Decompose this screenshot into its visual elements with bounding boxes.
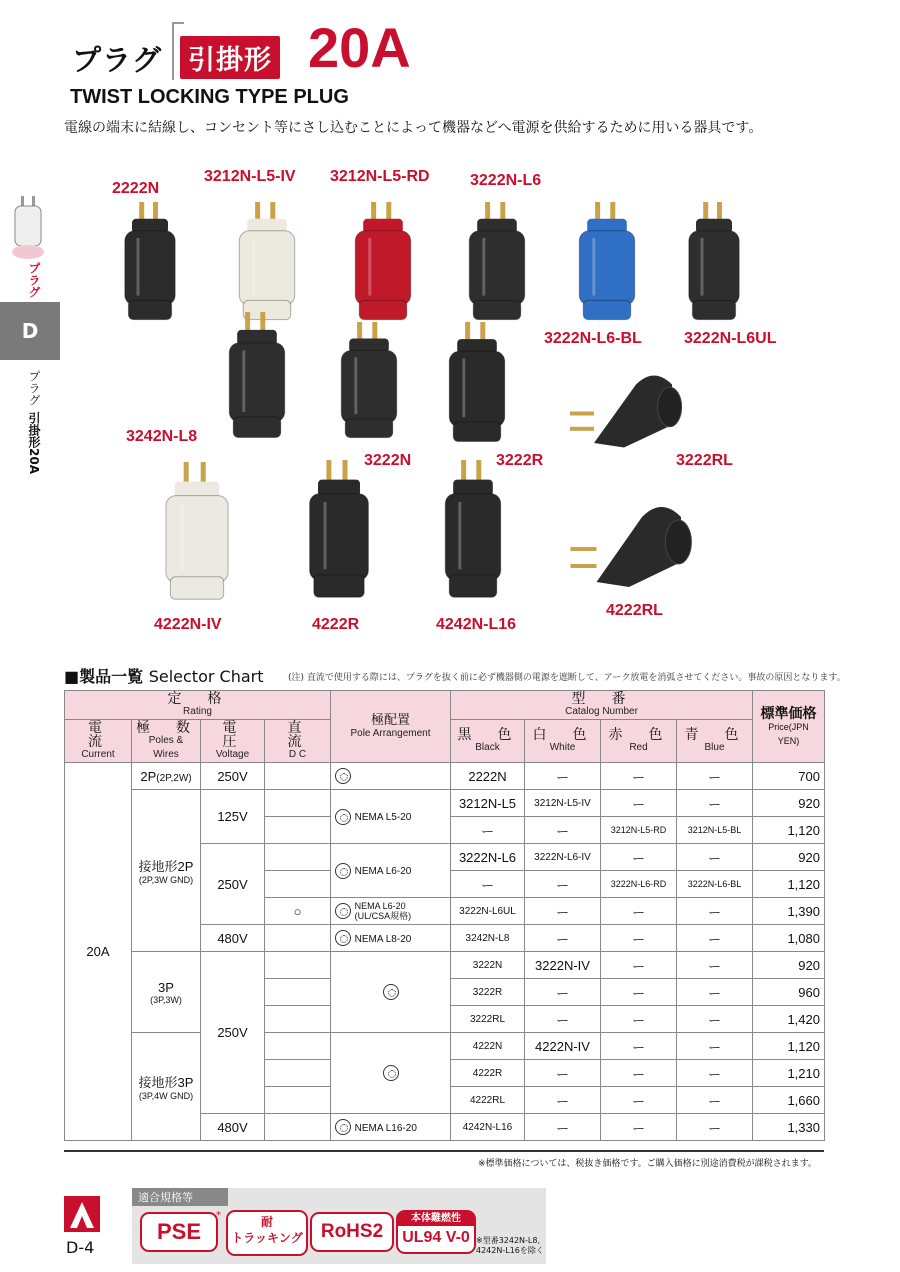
brand-logo-icon xyxy=(64,1196,100,1232)
catalog-blue: ー xyxy=(677,952,753,979)
pole-arrangement-cell xyxy=(331,1033,451,1114)
price-cell: 1,660 xyxy=(753,1087,825,1114)
price-footnote: ※標準価格については、税抜き価格です。ご購入価格に別途消費税が課税されます。 xyxy=(478,1159,817,1169)
page-title: TWIST LOCKING TYPE PLUG xyxy=(70,86,349,108)
product-image xyxy=(564,362,684,452)
dc-cell xyxy=(265,871,331,898)
table-row xyxy=(65,1033,825,1060)
price-cell: 1,330 xyxy=(753,1114,825,1141)
price-cell: 920 xyxy=(753,952,825,979)
catalog-black: 4222RL xyxy=(451,1087,525,1114)
catalog-red: 3222N-L6-RD xyxy=(601,871,677,898)
price-cell: 1,120 xyxy=(753,871,825,898)
product-label: 3222N xyxy=(364,452,412,469)
catalog-white: ー xyxy=(525,817,601,844)
catalog-blue: ー xyxy=(677,1114,753,1141)
catalog-blue: ー xyxy=(677,925,753,952)
catalog-red: ー xyxy=(601,1033,677,1060)
price-cell: 1,420 xyxy=(753,1006,825,1033)
catalog-black: 3242N-L8 xyxy=(451,925,525,952)
product-label: 4242N-L16 xyxy=(436,616,517,633)
price-cell: 1,080 xyxy=(753,925,825,952)
price-cell: 960 xyxy=(753,979,825,1006)
pole-3p-icon xyxy=(383,984,399,1000)
table-row xyxy=(65,763,825,790)
voltage-cell: 250V xyxy=(201,844,265,925)
catalog-black: 4242N-L16 xyxy=(451,1114,525,1141)
product-image xyxy=(574,202,640,322)
catalog-red: ー xyxy=(601,1114,677,1141)
standards-note: ※型番3242N-L8, 4242N-L16を除く xyxy=(476,1236,544,1255)
header-divider xyxy=(172,22,174,80)
pole-arrangement-cell: NEMA L6-20 xyxy=(331,844,451,898)
catalog-red: ー xyxy=(601,1087,677,1114)
product-label: 3222R xyxy=(496,452,544,469)
product-label: 4222RL xyxy=(606,602,663,619)
catalog-blue: ー xyxy=(677,1087,753,1114)
section-tab-d[interactable]: D xyxy=(0,302,60,360)
product-label: 3222N-L6 xyxy=(470,172,542,189)
product-image xyxy=(304,460,374,600)
catalog-white: ー xyxy=(525,1060,601,1087)
side-path-type: 引掛形20A xyxy=(27,412,41,474)
catalog-red: ー xyxy=(601,1006,677,1033)
product-image xyxy=(160,462,234,602)
header-price-cell: 標準価格 Price(JPN YEN) xyxy=(753,691,825,763)
product-image xyxy=(464,202,530,322)
table-bottom-rule xyxy=(64,1150,824,1152)
header-poles: 極 数 Poles & Wires xyxy=(132,720,201,763)
catalog-red: ー xyxy=(601,925,677,952)
catalog-blue: ー xyxy=(677,844,753,871)
header-catalog-cell: 型 番 Catalog Number xyxy=(451,691,753,720)
voltage-cell: 125V xyxy=(201,790,265,844)
catalog-blue: 3212N-L5-BL xyxy=(677,817,753,844)
pole-2p-icon xyxy=(335,768,351,784)
catalog-white: 3212N-L5-IV xyxy=(525,790,601,817)
header-white: 白 色 White xyxy=(525,720,601,763)
catalog-red: ー xyxy=(601,790,677,817)
current-cell: 20A xyxy=(65,763,132,1141)
selector-title xyxy=(64,664,263,687)
pole-arrangement-cell: NEMA L5-20 xyxy=(331,790,451,844)
flame-badge: 本体難燃性 UL94 V-0 xyxy=(396,1210,476,1254)
product-image xyxy=(440,460,506,600)
product-label: 3212N-L5-IV xyxy=(204,168,296,185)
standards-title: 適合規格等 xyxy=(132,1188,228,1206)
product-label: 3222N-L6-BL xyxy=(544,330,642,347)
page-description: 電線の端末に結線し、コンセント等にさし込むことによって機器などへ電源を供給するために用いる器具です。 xyxy=(64,120,763,136)
catalog-white: ー xyxy=(525,925,601,952)
product-label: 3242N-L8 xyxy=(126,428,198,445)
catalog-blue: ー xyxy=(677,1006,753,1033)
catalog-red: ー xyxy=(601,1060,677,1087)
pole-l16-icon xyxy=(335,1119,351,1135)
catalog-black: 3222N-L6UL xyxy=(451,898,525,925)
catalog-red: ー xyxy=(601,979,677,1006)
pole-l8-icon xyxy=(335,930,351,946)
header-dc: 直 流 D C xyxy=(265,720,331,763)
dc-cell xyxy=(265,763,331,790)
poles-cell: 接地形2P (2P,3W GND) xyxy=(132,790,201,952)
price-cell: 1,390 xyxy=(753,898,825,925)
catalog-red: ー xyxy=(601,952,677,979)
poles-cell: 2P(2P,2W) xyxy=(132,763,201,790)
catalog-blue: ー xyxy=(677,898,753,925)
pole-arrangement-cell: NEMA L16-20 xyxy=(331,1114,451,1141)
plug-icon xyxy=(10,196,46,260)
catalog-black: 3222N xyxy=(451,952,525,979)
selector-title-en: Selector Chart xyxy=(148,667,264,686)
catalog-black: 3222RL xyxy=(451,1006,525,1033)
selector-note: (注) 直流で使用する際には、プラグを抜く前に必ず機器側の電源を遮断して、アーク放電を消弧させてください。事故の原因となります。 xyxy=(288,673,846,683)
pole-l6ul-icon xyxy=(335,903,351,919)
catalog-blue: 3222N-L6-BL xyxy=(677,871,753,898)
dc-cell xyxy=(265,790,331,817)
catalog-red: ー xyxy=(601,763,677,790)
header-red: 赤 色 Red xyxy=(601,720,677,763)
catalog-white: ー xyxy=(525,763,601,790)
header-pole-cell: 極配置 Pole Arrangement xyxy=(331,691,451,763)
price-cell: 1,120 xyxy=(753,1033,825,1060)
catalog-white: 4222N-IV xyxy=(525,1033,601,1060)
product-photo-area xyxy=(64,162,900,646)
catalog-black: 4222N xyxy=(451,1033,525,1060)
pole-4p-icon xyxy=(383,1065,399,1081)
dc-cell xyxy=(265,925,331,952)
product-image xyxy=(444,322,510,444)
catalog-white: ー xyxy=(525,1087,601,1114)
pse-badge: PSE xyxy=(140,1212,218,1252)
page-number: D-4 xyxy=(66,1238,95,1257)
product-image xyxy=(564,492,694,592)
catalog-black: 4222R xyxy=(451,1060,525,1087)
product-image xyxy=(684,202,744,322)
product-label: 3212N-L5-RD xyxy=(330,168,430,185)
dc-cell xyxy=(265,1087,331,1114)
catalog-blue: ー xyxy=(677,1060,753,1087)
catalog-black: 2222N xyxy=(451,763,525,790)
voltage-cell: 480V xyxy=(201,925,265,952)
catalog-black: 3212N-L5 xyxy=(451,790,525,817)
header-blue: 青 色 Blue xyxy=(677,720,753,763)
catalog-white: 3222N-IV xyxy=(525,952,601,979)
dc-cell xyxy=(265,1114,331,1141)
catalog-white: ー xyxy=(525,979,601,1006)
poles-cell: 3P (3P,3W) xyxy=(132,952,201,1033)
header-divider-tick xyxy=(172,22,184,24)
catalog-black: ー xyxy=(451,817,525,844)
pse-asterisk: * xyxy=(216,1210,221,1221)
catalog-blue: ー xyxy=(677,790,753,817)
price-cell: 1,120 xyxy=(753,817,825,844)
dc-cell xyxy=(265,952,331,979)
pole-arrangement-cell: NEMA L8-20 xyxy=(331,925,451,952)
dc-cell xyxy=(265,817,331,844)
dc-cell xyxy=(265,979,331,1006)
catalog-red: ー xyxy=(601,898,677,925)
product-image xyxy=(336,322,402,440)
dc-cell xyxy=(265,1033,331,1060)
selector-title-jp: ■製品一覧 xyxy=(64,667,144,686)
pole-l6-icon xyxy=(335,863,351,879)
catalog-blue: ー xyxy=(677,979,753,1006)
price-cell: 920 xyxy=(753,844,825,871)
product-image xyxy=(350,202,416,322)
rohs-badge: RoHS2 xyxy=(310,1212,394,1252)
tracking-badge: 耐 トラッキング xyxy=(226,1210,308,1256)
product-image xyxy=(224,312,290,440)
dc-cell xyxy=(265,1060,331,1087)
side-path-plug: プラグ xyxy=(27,370,41,406)
product-label: 2222N xyxy=(112,180,160,197)
price-cell: 1,210 xyxy=(753,1060,825,1087)
header-plug-label: プラグ xyxy=(72,43,163,77)
catalog-white: ー xyxy=(525,1114,601,1141)
header-voltage: 電 圧 Voltage xyxy=(201,720,265,763)
catalog-white: 3222N-L6-IV xyxy=(525,844,601,871)
catalog-black: 3222R xyxy=(451,979,525,1006)
catalog-white: ー xyxy=(525,898,601,925)
product-label: 3222N-L6UL xyxy=(684,330,777,347)
header-rating: 20A xyxy=(308,16,411,79)
side-plug-label: プラグ xyxy=(27,262,41,298)
catalog-black: ー xyxy=(451,871,525,898)
dc-cell xyxy=(265,844,331,871)
catalog-white: ー xyxy=(525,871,601,898)
header-rating-cell: 定 格 Rating xyxy=(65,691,331,720)
voltage-cell: 480V xyxy=(201,1114,265,1141)
catalog-blue: ー xyxy=(677,763,753,790)
product-label: 3222RL xyxy=(676,452,733,469)
table-row xyxy=(65,952,825,979)
table-row xyxy=(65,790,825,817)
catalog-red: 3212N-L5-RD xyxy=(601,817,677,844)
dc-cell: ○ xyxy=(265,898,331,925)
product-image xyxy=(234,202,300,322)
header-current: 電 流 Current xyxy=(65,720,132,763)
voltage-cell: 250V xyxy=(201,763,265,790)
product-label: 4222N-IV xyxy=(154,616,222,633)
catalog-blue: ー xyxy=(677,1033,753,1060)
header-black: 黒 色 Black xyxy=(451,720,525,763)
catalog-red: ー xyxy=(601,844,677,871)
price-cell: 920 xyxy=(753,790,825,817)
product-image xyxy=(120,202,180,322)
dc-cell xyxy=(265,1006,331,1033)
poles-cell: 接地形3P (3P,4W GND) xyxy=(132,1033,201,1141)
pole-arrangement-cell xyxy=(331,763,451,790)
pole-arrangement-cell xyxy=(331,952,451,1033)
catalog-white: ー xyxy=(525,1006,601,1033)
header-type-badge: 引掛形 xyxy=(180,36,280,79)
pole-l5-icon xyxy=(335,809,351,825)
price-cell: 700 xyxy=(753,763,825,790)
product-label: 4222R xyxy=(312,616,360,633)
pole-arrangement-cell: NEMA L6-20 (UL/CSA規格) xyxy=(331,898,451,925)
voltage-cell: 250V xyxy=(201,952,265,1114)
selector-table xyxy=(64,690,825,1141)
catalog-black: 3222N-L6 xyxy=(451,844,525,871)
